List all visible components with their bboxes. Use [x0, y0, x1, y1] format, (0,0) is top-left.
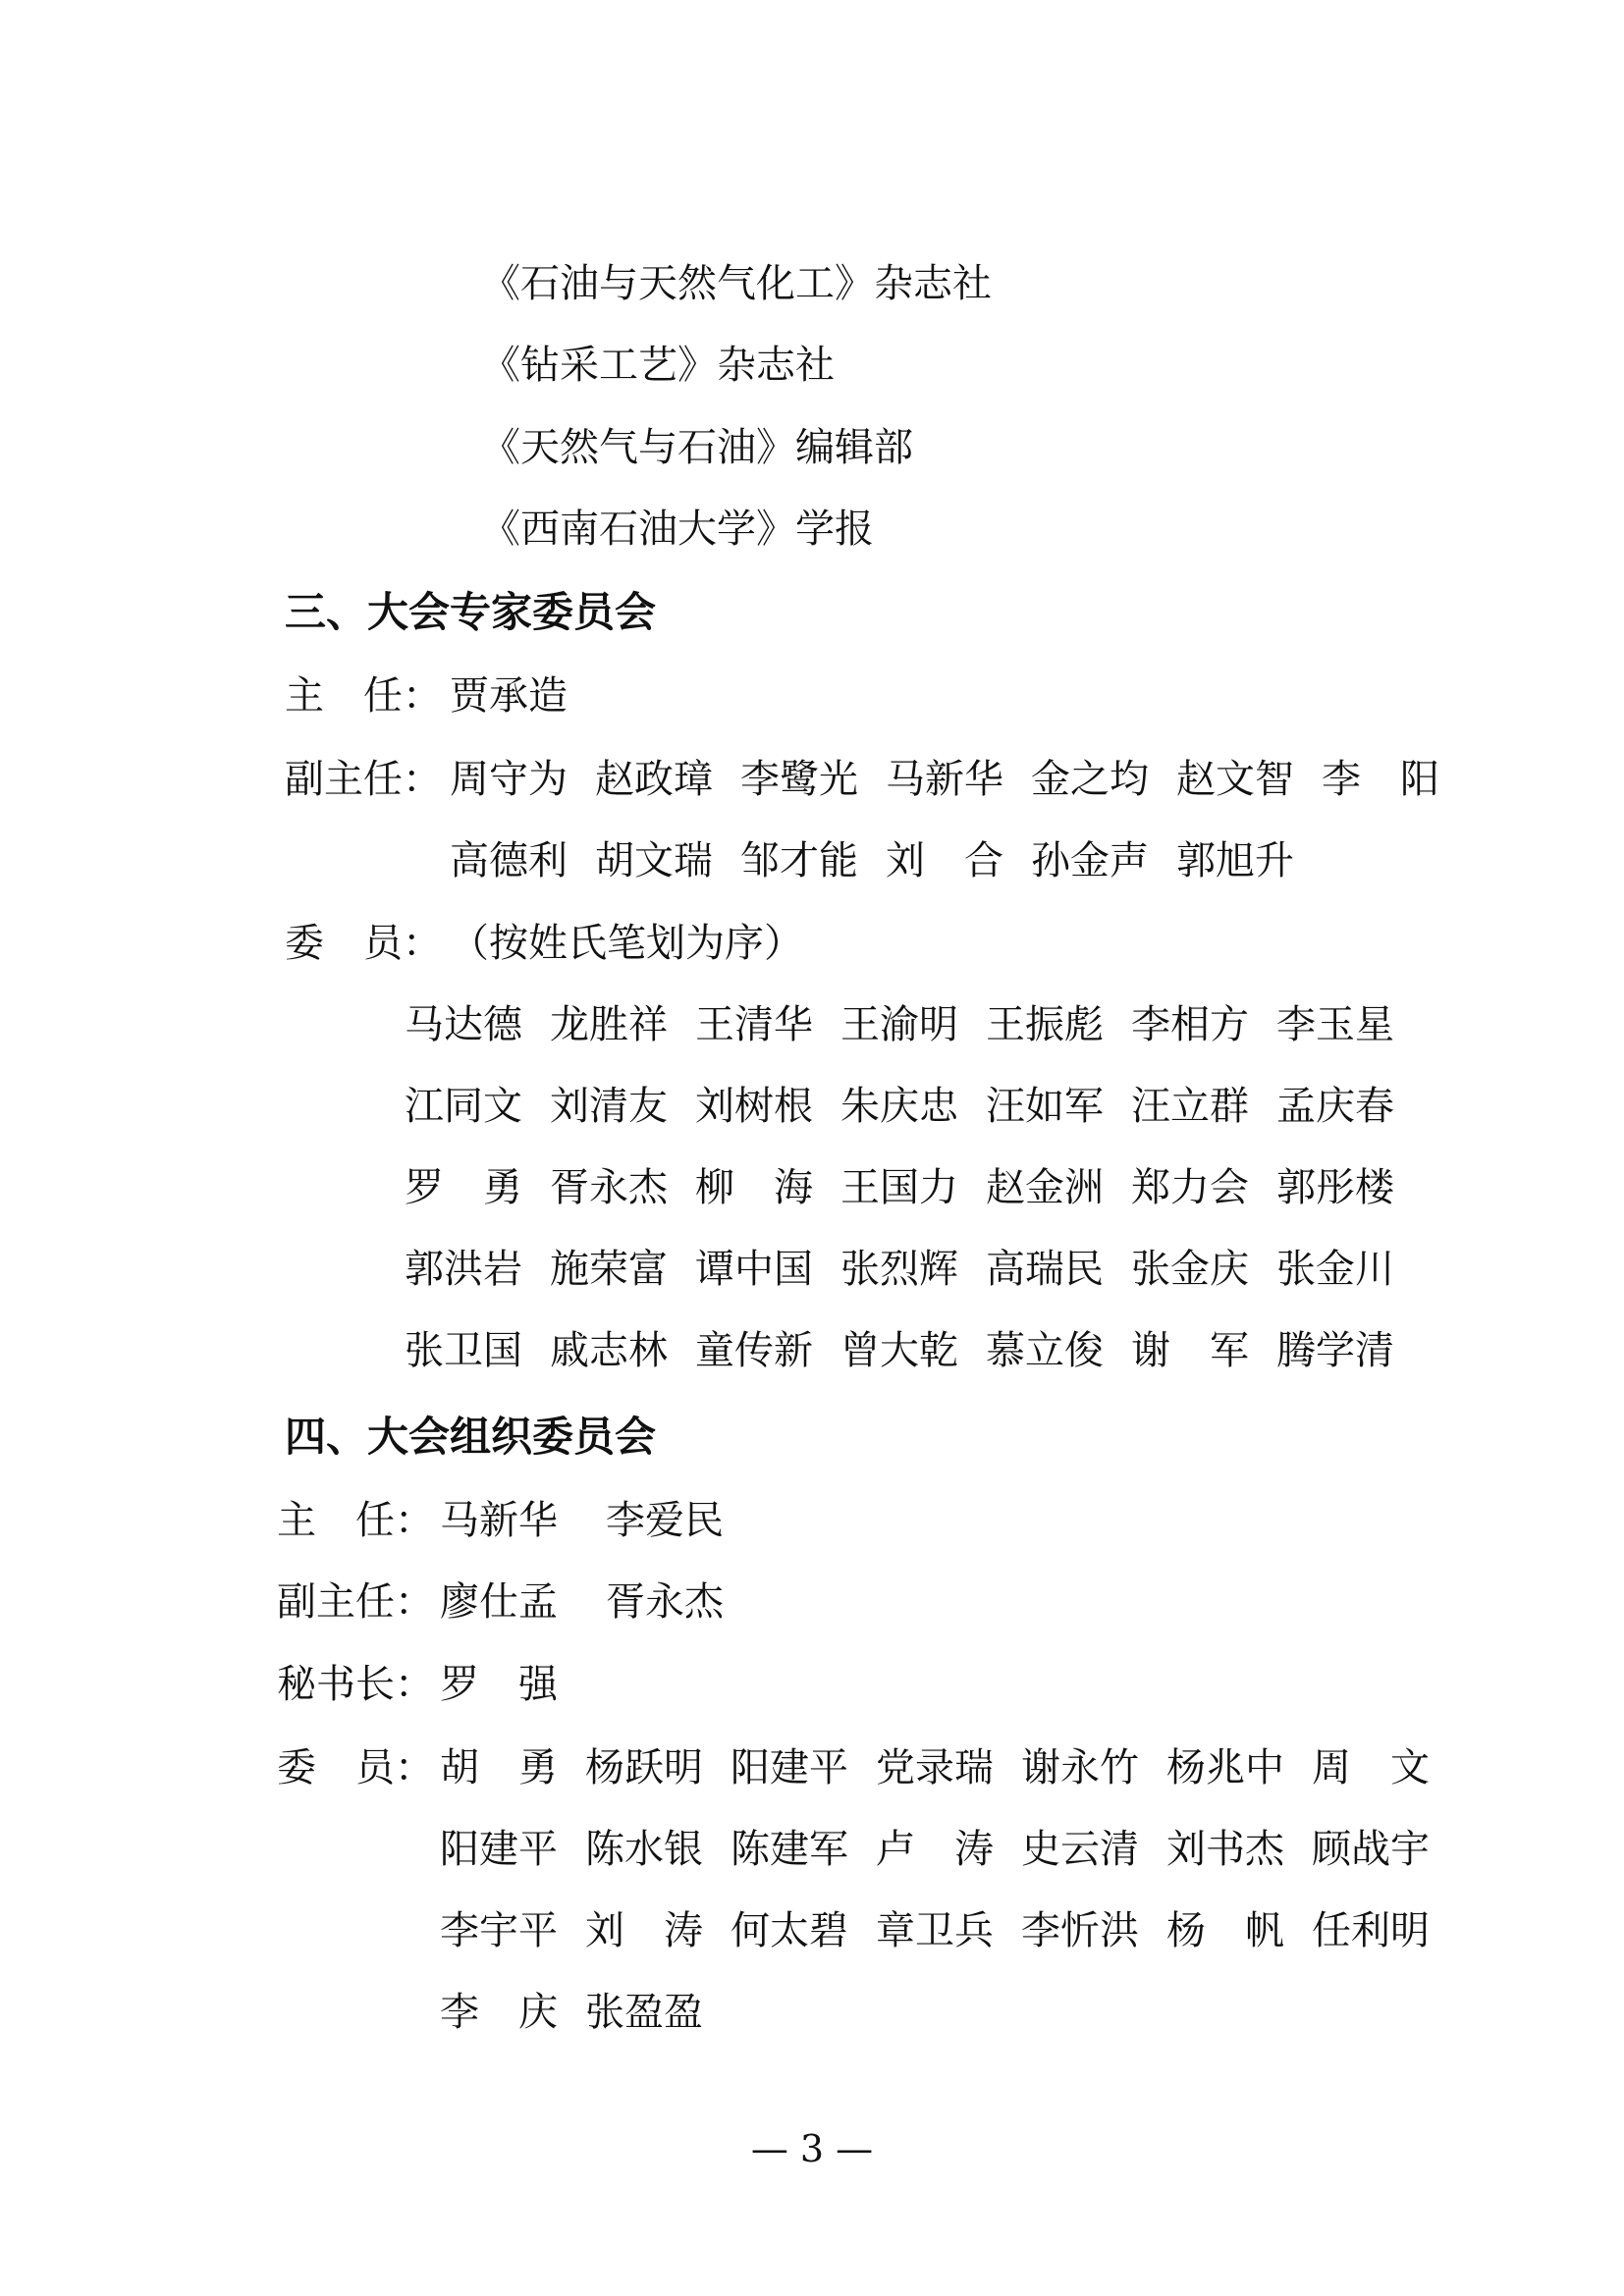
- committee-member-name: 章卫兵: [876, 1908, 994, 1953]
- committee-member-name: 史云清: [1021, 1827, 1139, 1872]
- committee-member-name: 金之均: [1031, 757, 1149, 802]
- expert-members-note: （按姓氏笔划为序）: [450, 921, 803, 966]
- committee-member-name: 刘书杰: [1166, 1827, 1284, 1872]
- committee-member-name: 郭彤楼: [1276, 1165, 1394, 1210]
- committee-member-name: 刘 涛: [585, 1908, 703, 1953]
- committee-member-name: 朱庆忠: [840, 1084, 958, 1129]
- journal-line: 《西南石油大学》学报: [481, 507, 874, 552]
- committee-member-name: 江同文: [405, 1084, 522, 1129]
- org-director-label: 主 任：: [277, 1498, 434, 1543]
- org-deputy-label: 副主任：: [277, 1579, 434, 1625]
- committee-member-name: 张金庆: [1131, 1247, 1249, 1292]
- committee-member-name: 顾战宇: [1312, 1827, 1430, 1872]
- committee-member-name: 党录瑞: [876, 1745, 994, 1790]
- committee-member-name: 施荣富: [550, 1247, 668, 1292]
- committee-member-name: 李玉星: [1276, 1002, 1394, 1047]
- committee-member-name: 汪立群: [1131, 1084, 1249, 1129]
- committee-member-name: 卢 涛: [876, 1827, 994, 1872]
- committee-member-name: 王清华: [695, 1002, 813, 1047]
- committee-member-name: 胡文瑞: [595, 838, 713, 883]
- committee-member-name: 胥永杰: [550, 1165, 668, 1210]
- committee-member-name: 阳建平: [440, 1827, 558, 1872]
- org-deputy: 廖仕孟: [440, 1579, 558, 1625]
- expert-deputy-label: 副主任：: [285, 757, 442, 802]
- committee-member-name: 马新华: [886, 757, 1003, 802]
- committee-member-name: 龙胜祥: [550, 1002, 668, 1047]
- committee-member-name: 罗 勇: [405, 1165, 522, 1210]
- committee-member-name: 李宇平: [440, 1908, 558, 1953]
- committee-member-name: 李相方: [1131, 1002, 1249, 1047]
- committee-member-name: 郭旭升: [1176, 838, 1294, 883]
- committee-member-name: 王振彪: [986, 1002, 1104, 1047]
- expert-members-label: 委 员：: [285, 921, 442, 966]
- expert-director-label: 主 任：: [285, 673, 442, 719]
- committee-member-name: 戚志林: [550, 1328, 668, 1373]
- committee-member-name: 杨 帆: [1166, 1908, 1284, 1953]
- committee-member-name: 张烈辉: [840, 1247, 958, 1292]
- committee-member-name: 腾学清: [1276, 1328, 1394, 1373]
- journal-line: 《石油与天然气化工》杂志社: [481, 261, 992, 306]
- committee-member-name: 赵文智: [1176, 757, 1294, 802]
- committee-member-name: 谢 军: [1131, 1328, 1249, 1373]
- committee-member-name: 李 庆: [440, 1990, 558, 2035]
- committee-member-name: 赵政璋: [595, 757, 713, 802]
- org-deputy: 胥永杰: [606, 1579, 724, 1625]
- committee-member-name: 李 阳: [1322, 757, 1439, 802]
- committee-member-name: 张金川: [1276, 1247, 1394, 1292]
- org-members-label: 委 员：: [277, 1745, 434, 1790]
- committee-member-name: 王国力: [840, 1165, 958, 1210]
- committee-member-name: 任利明: [1312, 1908, 1430, 1953]
- org-director: 马新华: [440, 1498, 558, 1543]
- committee-member-name: 赵金洲: [986, 1165, 1104, 1210]
- journal-line: 《天然气与石油》编辑部: [481, 425, 913, 470]
- committee-member-name: 张卫国: [405, 1328, 522, 1373]
- committee-member-name: 孟庆春: [1276, 1084, 1394, 1129]
- committee-member-name: 汪如军: [986, 1084, 1104, 1129]
- committee-member-name: 柳 海: [695, 1165, 813, 1210]
- committee-member-name: 陈水银: [585, 1827, 703, 1872]
- committee-member-name: 陈建军: [731, 1827, 848, 1872]
- expert-committee-heading: 三、大会专家委员会: [285, 588, 657, 636]
- journal-line: 《钻采工艺》杂志社: [481, 343, 835, 388]
- committee-member-name: 高德利: [450, 838, 568, 883]
- committee-member-name: 胡 勇: [440, 1745, 558, 1790]
- committee-member-name: 郭洪岩: [405, 1247, 522, 1292]
- committee-member-name: 刘 合: [886, 838, 1003, 883]
- org-director: 李爱民: [606, 1498, 724, 1543]
- committee-member-name: 周 文: [1312, 1745, 1430, 1790]
- committee-member-name: 何太碧: [731, 1908, 848, 1953]
- committee-member-name: 谢永竹: [1021, 1745, 1139, 1790]
- committee-member-name: 慕立俊: [986, 1328, 1104, 1373]
- committee-member-name: 李鹭光: [740, 757, 858, 802]
- committee-member-name: 刘树根: [695, 1084, 813, 1129]
- committee-member-name: 孙金声: [1031, 838, 1149, 883]
- committee-member-name: 张盈盈: [585, 1990, 703, 2035]
- committee-member-name: 高瑞民: [986, 1247, 1104, 1292]
- committee-member-name: 邹才能: [740, 838, 858, 883]
- committee-member-name: 杨兆中: [1166, 1745, 1284, 1790]
- committee-member-name: 周守为: [450, 757, 568, 802]
- organizing-committee-heading: 四、大会组织委员会: [285, 1413, 657, 1461]
- committee-member-name: 王渝明: [840, 1002, 958, 1047]
- committee-member-name: 谭中国: [695, 1247, 813, 1292]
- committee-member-name: 刘清友: [550, 1084, 668, 1129]
- committee-member-name: 杨跃明: [585, 1745, 703, 1790]
- committee-member-name: 阳建平: [731, 1745, 848, 1790]
- committee-member-name: 童传新: [695, 1328, 813, 1373]
- org-secretary: 罗 强: [440, 1662, 558, 1707]
- committee-member-name: 李忻洪: [1021, 1908, 1139, 1953]
- page-number: — 3 —: [750, 2127, 874, 2170]
- expert-director: 贾承造: [450, 673, 568, 719]
- committee-member-name: 曾大乾: [840, 1328, 958, 1373]
- org-secretary-label: 秘书长：: [277, 1662, 434, 1707]
- committee-member-name: 马达德: [405, 1002, 522, 1047]
- committee-member-name: 郑力会: [1131, 1165, 1249, 1210]
